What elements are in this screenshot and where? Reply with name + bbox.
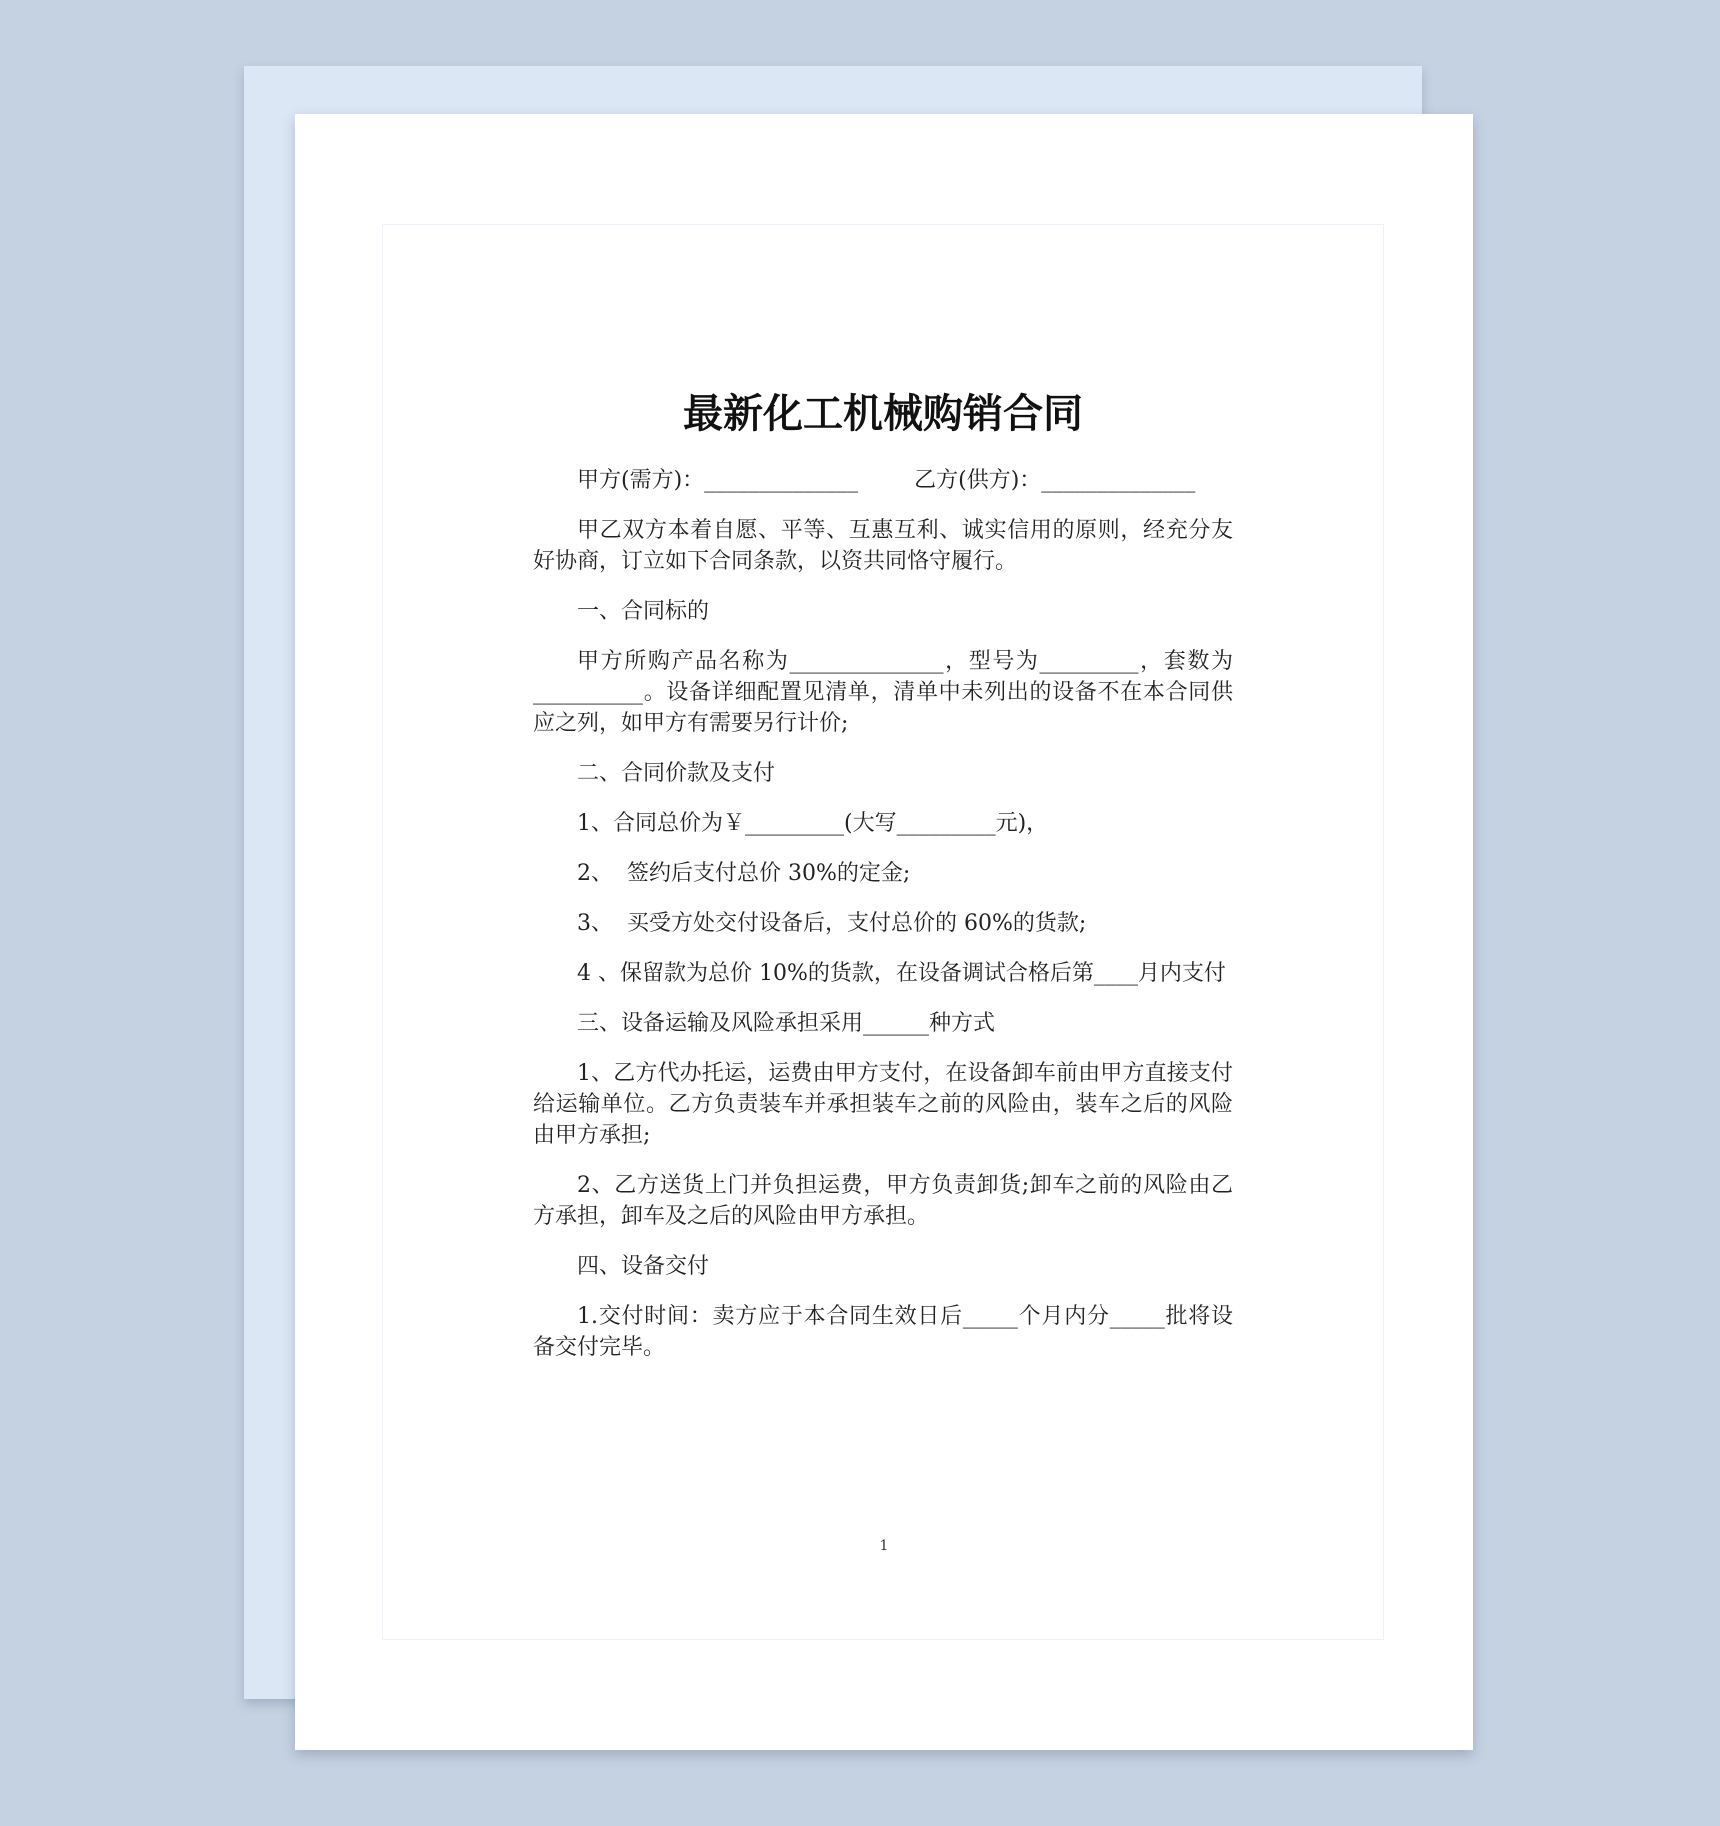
transport-clause-2: 2、乙方送货上门并负担运费，甲方负责卸货;卸车之前的风险由乙方承担，卸车及之后的风险由甲方承担。 <box>533 1173 1233 1229</box>
delivery-clause-1: 1.交付时间：卖方应于本合同生效日后_____个月内分_____批将设备交付完毕。 <box>533 1304 1233 1360</box>
page-number: 1 <box>879 1538 889 1554</box>
subject-paragraph: 甲方所购产品名称为______________，型号为_________，套数为__________。设备详细配置见清单，清单中未列出的设备不在本合同供应之列，如甲方有需要另行计价; <box>533 649 1233 736</box>
section-heading-subject: 一、合同标的 <box>577 599 710 624</box>
parties-line: 甲方(需方)：______________ 乙方(供方)：______________ <box>577 468 1196 493</box>
payment-clause-4: 4 、保留款为总价 10%的货款，在设备调试合格后第____月内支付 <box>577 961 1226 986</box>
section-heading-delivery: 四、设备交付 <box>577 1254 710 1279</box>
payment-clause-3: 3、 买受方处交付设备后，支付总价的 60%的货款; <box>577 911 1087 936</box>
payment-clause-1: 1、合同总价为￥_________(大写_________元)， <box>577 811 1049 836</box>
document-body <box>533 384 1233 1382</box>
transport-clause-1: 1、乙方代办托运，运费由甲方支付，在设备卸车前由甲方直接支付给运输单位。乙方负责装车并承担装车之前的风险由，装车之后的风险由甲方承担; <box>533 1061 1233 1148</box>
document-title: 最新化工机械购销合同 <box>683 391 1083 437</box>
section-heading-transport-risk: 三、设备运输及风险承担采用______种方式 <box>577 1011 996 1036</box>
section-heading-price-payment: 二、合同价款及支付 <box>577 761 776 786</box>
document-page <box>295 114 1473 1750</box>
preamble-paragraph: 甲乙双方本着自愿、平等、互惠互利、诚实信用的原则，经充分友好协商，订立如下合同条款，以资共同恪守履行。 <box>533 518 1233 574</box>
payment-clause-2: 2、 签约后支付总价 30%的定金; <box>577 861 911 886</box>
